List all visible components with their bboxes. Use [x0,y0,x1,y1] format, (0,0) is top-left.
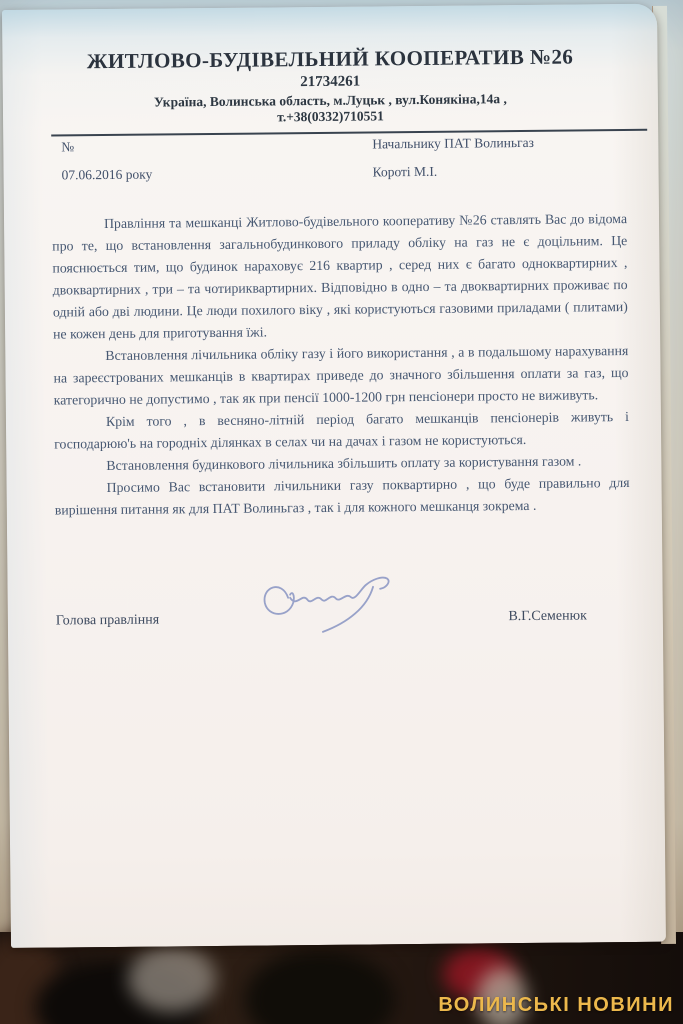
paper-document [2,4,666,948]
letter-paragraph: Встановлення будинкового лічильника збільшить оплату за користування газом . [106,453,582,474]
letterhead [2,4,658,128]
blurred-object [128,946,216,1012]
org-phone: т.+38(0332)710551 [277,108,384,125]
ref-number-label: № [61,139,75,155]
org-name: ЖИТЛОВО-БУДІВЕЛЬНИЙ КООПЕРАТИВ №26 [86,44,574,74]
org-address: Україна, Волинська область, м.Луцьк , вул.Конякіна,14а , [153,91,507,110]
letter-paragraph: Крім того , в весняно-літній період багато мешканців пенсіонерів живуть і господарюю'ь на городніх ділянках в селах чи на дачах і газом не користуються. [54,409,630,452]
addressee-person: Короті М.І. [372,163,438,180]
letter-paragraph: Просимо Вас встановити лічильники газу поквартирно , що буде правильно для вирішення питання як для ПАТ Волиньгаз , так і для кожного мешканця зокрема . [54,474,630,518]
org-code: 21734261 [300,73,361,91]
letter-body [52,208,630,522]
letter-meta [61,134,644,184]
signoff-position: Голова правління [55,612,160,629]
signoff-name: В.Г.Семенюк [508,608,587,625]
handwritten-signature-icon [251,560,414,638]
news-watermark: ВОЛИНСЬКІ НОВИНИ [438,994,674,1016]
addressee-org: Начальнику ПАТ Волиньгаз [372,134,535,152]
letter-date: 07.06.2016 року [61,166,153,183]
signoff-block [56,608,587,629]
letter-paragraph: Встановлення лічильника обліку газу і його використання , а в подальшому нарахування на зареєстрованих мешканців в квартирах приведе до значного збільшення оплати за газ, що категорично не допустимо , так як при пенсії 1000-1200 грн пенсіонери просто не виживуть. [53,343,629,408]
letter-paragraph: Правління та мешканці Житлово-будівельного кооперативу №26 ставлять Вас до відома про те, що встановлення загальнобудинкового приладу обліку на газ не є доцільним. Це пояснюється тим, що будинок нараховує 216 квартир , серед них є багато одноквартирних , двоквартирних , три – та чотириквартирних. Відповідно в одно – та двоквартирних проживає по одній або дві людини. Це люди похилого віку , які користуються газовими приладами ( плитами) не кожен день для приготування їжі. [52,211,628,342]
blurred-object [245,950,395,1024]
